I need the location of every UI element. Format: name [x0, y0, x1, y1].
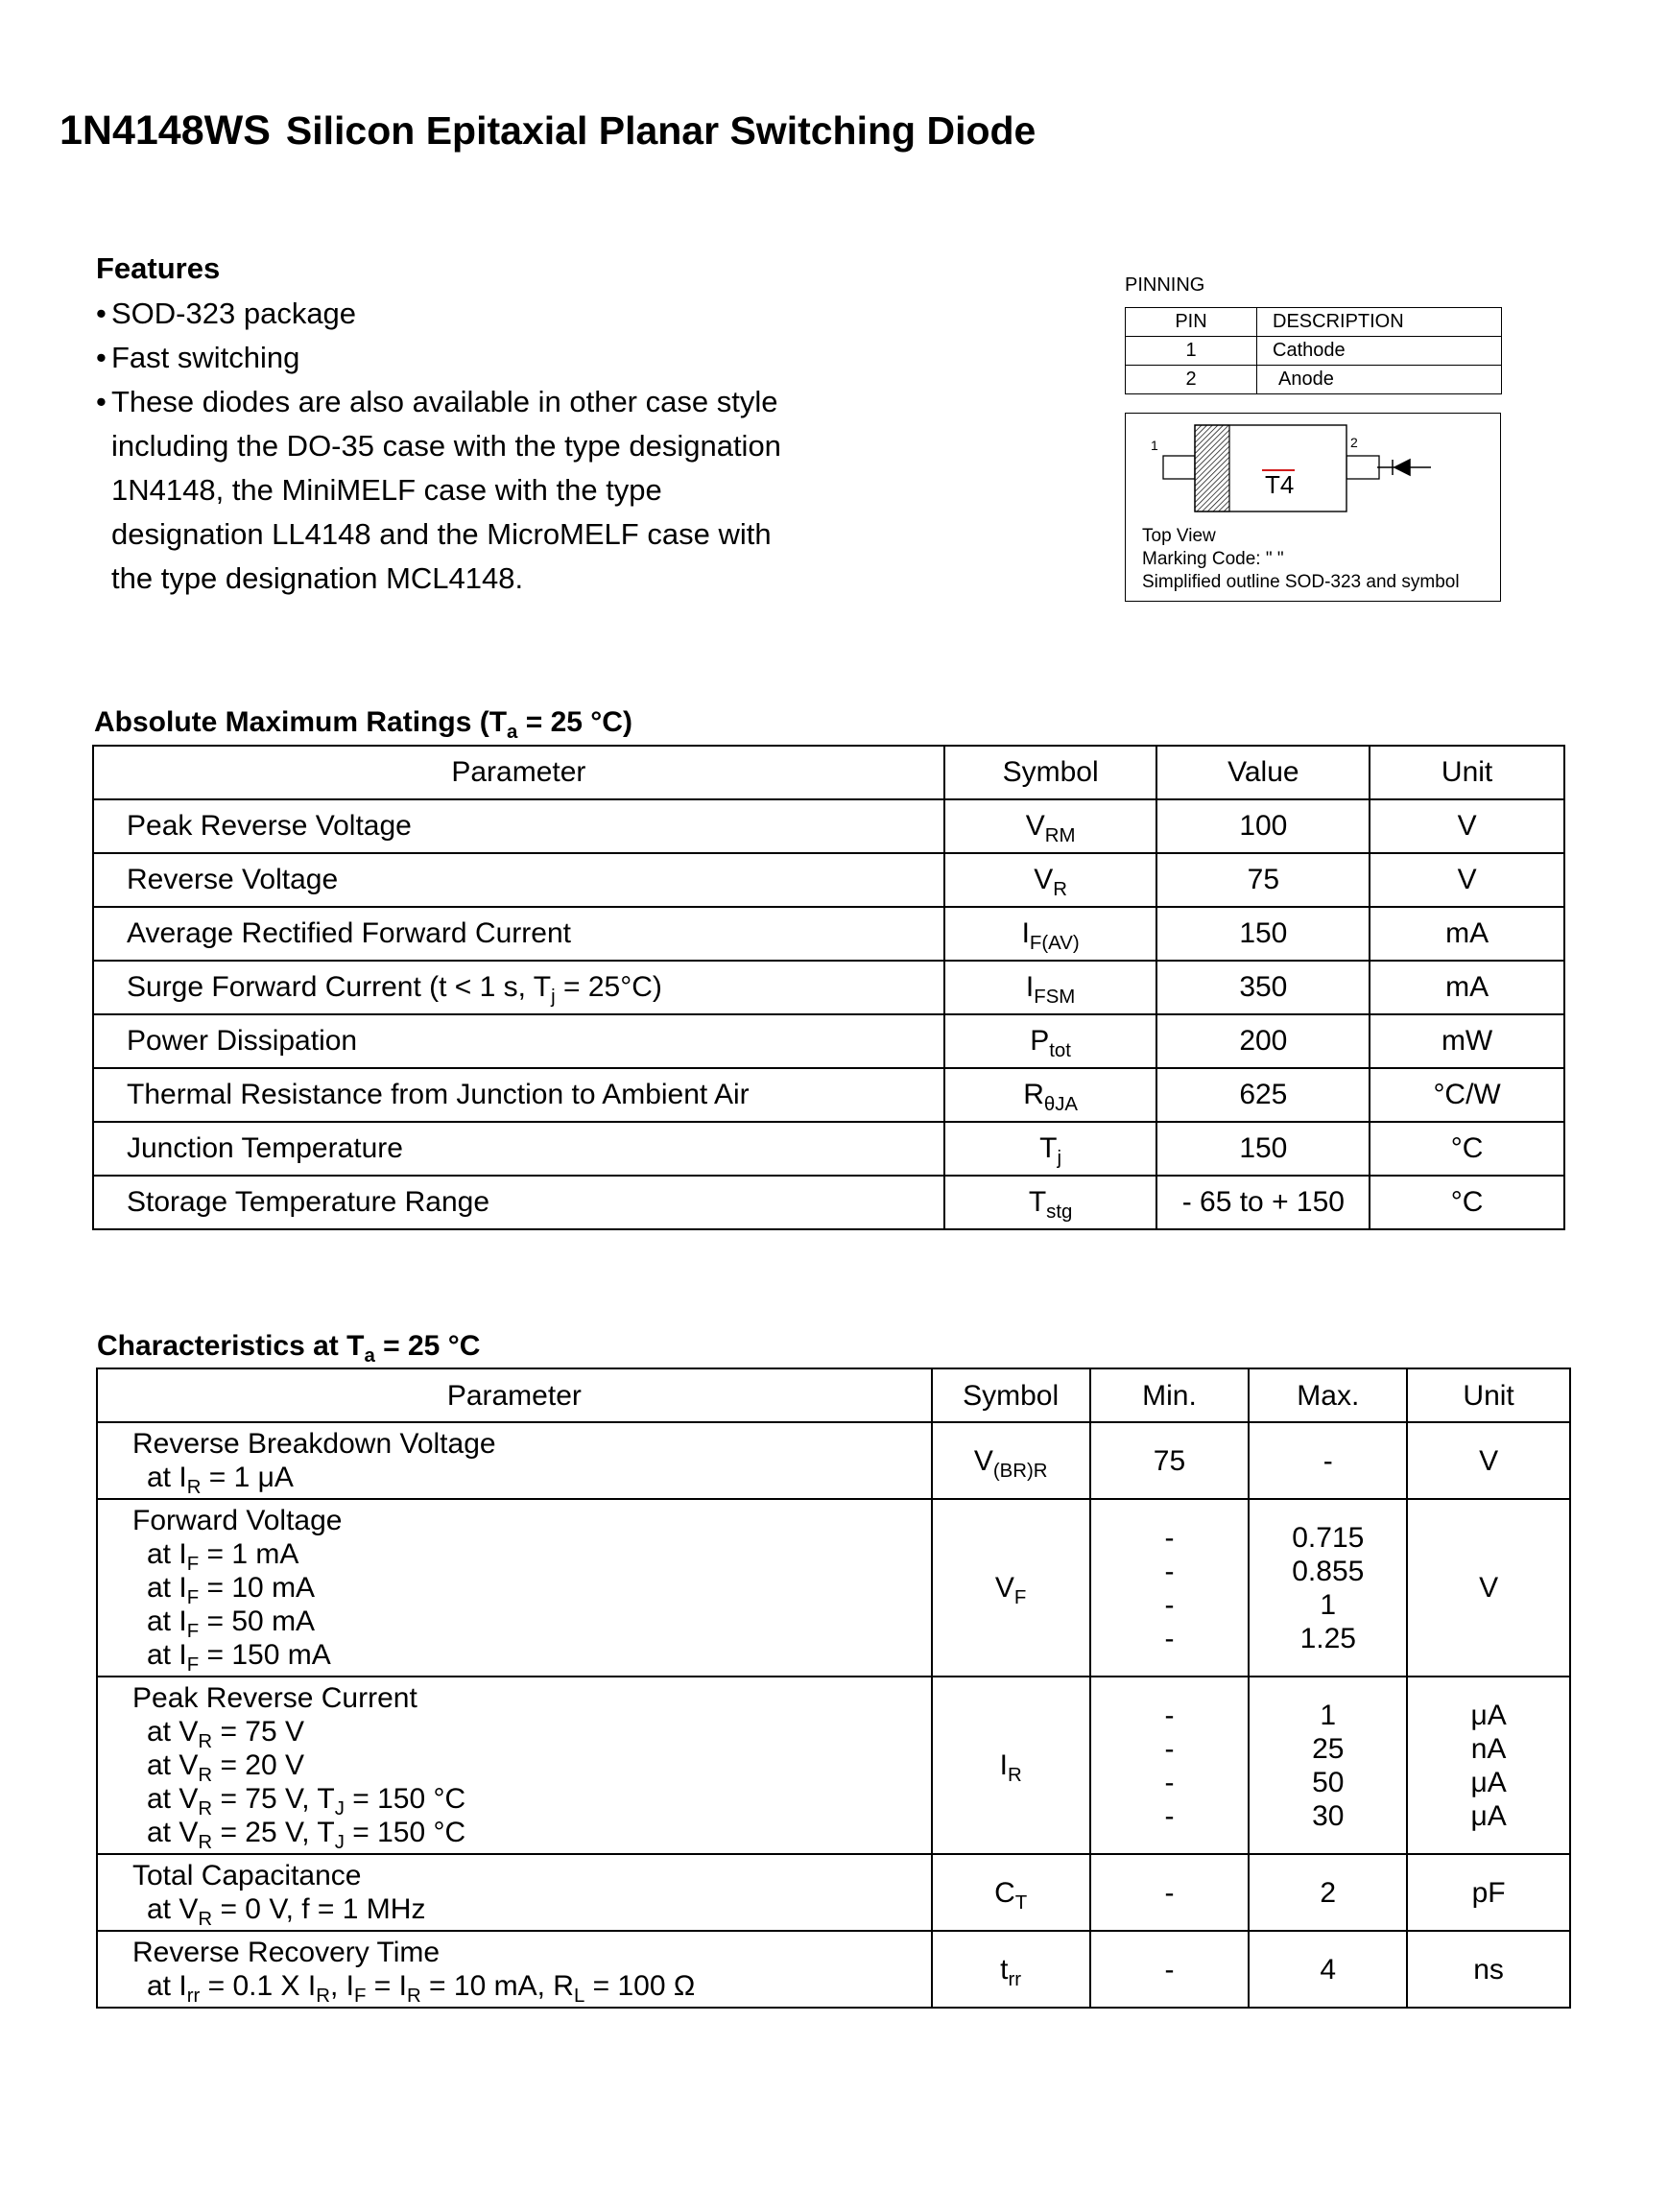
min-col-header: Min.: [1090, 1368, 1250, 1422]
features-section: [96, 251, 806, 601]
max-value: 30: [1312, 1799, 1345, 1832]
test-condition: at $I_R = 1$ μA: [147, 1462, 294, 1499]
parameter-col-header: Parameter: [93, 746, 944, 799]
abs-max-row: [93, 1014, 1564, 1068]
unit-value: pF: [1471, 1876, 1506, 1909]
min-value: -: [1164, 1799, 1175, 1832]
symbol-cell: $P_{tot}$: [944, 1014, 1157, 1068]
test-condition: at $I_F = 50$ mA: [147, 1605, 316, 1643]
pinning-row: [1126, 337, 1502, 366]
min-value: -: [1164, 1622, 1175, 1654]
symbol-cell: $R_{\theta JA}$: [944, 1068, 1157, 1122]
symbol-cell: $V_{RM}$: [944, 799, 1157, 853]
unit-cell: [1407, 1931, 1570, 2008]
unit-cell: [1407, 1854, 1570, 1931]
abs-max-row: [93, 1176, 1564, 1229]
unit-cell: °C/W: [1370, 1068, 1564, 1122]
bullet: •: [96, 297, 107, 330]
test-condition: at $I_F = 1$ mA: [147, 1538, 299, 1576]
unit-col-header: Unit: [1370, 746, 1564, 799]
test-condition: at $I_{rr} = 0.1$ X $I_R$, $I_F = I_R = 10$ mA, $R_L = 100$ Ω: [147, 1970, 696, 2008]
unit-value: ns: [1473, 1953, 1504, 1986]
value-cell: 100: [1156, 799, 1370, 853]
sod323-outline-diagram: [1126, 414, 1500, 601]
parameter-cell: [97, 1677, 932, 1854]
characteristics-table: [96, 1368, 1571, 2009]
feature-text: These diodes are also available in other case style including the DO-35 case with the type designation 1N4148, the MiniMELF case with the type designation LL4148 and the MicroMELF case with the type designation MCL4148.: [111, 385, 781, 595]
parameter-cell: Average Rectified Forward Current: [93, 907, 944, 961]
unit-cell: mA: [1370, 907, 1564, 961]
parameter-cell: [97, 1499, 932, 1677]
parameter-cell: Storage Temperature Range: [93, 1176, 944, 1229]
max-cell: [1249, 1854, 1407, 1931]
test-condition: at $V_R = 75$ V: [147, 1716, 305, 1753]
value-cell: 350: [1156, 961, 1370, 1014]
feature-text: Fast switching: [111, 341, 300, 374]
abs-max-row: [93, 1068, 1564, 1122]
abs-max-row: [93, 799, 1564, 853]
characteristics-row: [97, 1854, 1570, 1931]
unit-cell: [1407, 1677, 1570, 1854]
symbol-cell: $T_j$: [944, 1122, 1157, 1176]
pin-description: Anode: [1257, 366, 1502, 394]
symbol-cell: $I_R$: [932, 1677, 1090, 1854]
bullet: •: [96, 385, 107, 418]
min-value: -: [1164, 1588, 1175, 1621]
parameter-title: Reverse Recovery Time: [132, 1937, 441, 1968]
value-cell: - 65 to + 150: [1156, 1176, 1370, 1229]
unit-value: μA: [1470, 1699, 1507, 1731]
unit-cell: mW: [1370, 1014, 1564, 1068]
symbol-cell: $C_T$: [932, 1854, 1090, 1931]
pin-number: 1: [1126, 337, 1257, 366]
part-number: 1N4148WS: [60, 107, 271, 154]
unit-value: V: [1479, 1572, 1499, 1604]
symbol-cell: $t_{rr}$: [932, 1931, 1090, 2008]
symbol-cell: $V_{(BR)R}$: [932, 1422, 1090, 1499]
pin1-lead: [1163, 456, 1195, 479]
pin-number: 2: [1126, 366, 1257, 394]
unit-cell: V: [1370, 799, 1564, 853]
test-condition: at $V_R = 25$ V, $T_J = 150$ °C: [147, 1817, 466, 1854]
min-value: -: [1164, 1766, 1175, 1798]
symbol-cell: $T_{stg}$: [944, 1176, 1157, 1229]
abs-max-header-row: [93, 746, 1564, 799]
symbol-cell: $I_{FSM}$: [944, 961, 1157, 1014]
characteristics-header-row: [97, 1368, 1570, 1422]
symbol-col-header: Symbol: [932, 1368, 1090, 1422]
min-cell: [1090, 1677, 1250, 1854]
characteristics-row: [97, 1677, 1570, 1854]
parameter-cell: [97, 1854, 932, 1931]
min-value: 75: [1153, 1444, 1186, 1477]
value-cell: 75: [1156, 853, 1370, 907]
parameter-cell: [97, 1422, 932, 1499]
min-value: -: [1164, 1699, 1175, 1731]
unit-value: V: [1479, 1444, 1499, 1477]
test-condition: at $I_F = 10$ mA: [147, 1572, 316, 1609]
max-value: 1: [1320, 1699, 1337, 1731]
pin-description: Cathode: [1257, 337, 1502, 366]
description-col-header: DESCRIPTION: [1257, 308, 1502, 337]
value-cell: 150: [1156, 1122, 1370, 1176]
max-value: 2: [1320, 1876, 1337, 1909]
characteristics-row: [97, 1931, 1570, 2008]
abs-max-row: [93, 853, 1564, 907]
unit-col-header: Unit: [1407, 1368, 1570, 1422]
pinning-row: [1126, 366, 1502, 394]
unit-cell: [1407, 1422, 1570, 1499]
min-cell: [1090, 1499, 1250, 1677]
unit-value: nA: [1470, 1732, 1507, 1765]
max-value: 25: [1312, 1732, 1345, 1765]
test-condition: at $V_R = 75$ V, $T_J = 150$ °C: [147, 1783, 466, 1820]
max-col-header: Max.: [1249, 1368, 1407, 1422]
package-outline-box: [1125, 413, 1501, 602]
abs-max-caption: Absolute Maximum Ratings ($T_a = 25$ °C): [94, 706, 632, 744]
parameter-cell: Thermal Resistance from Junction to Ambient Air: [93, 1068, 944, 1122]
unit-value: μA: [1470, 1799, 1507, 1832]
max-value: 50: [1312, 1766, 1345, 1798]
test-condition: at $V_R = 20$ V: [147, 1749, 305, 1787]
max-value: -: [1322, 1444, 1333, 1477]
pinning-label: PINNING: [1125, 274, 1205, 296]
value-col-header: Value: [1156, 746, 1370, 799]
min-cell: [1090, 1931, 1250, 2008]
characteristics-row: [97, 1499, 1570, 1677]
max-value: 0.855: [1292, 1555, 1365, 1587]
feature-text: SOD-323 package: [111, 297, 357, 330]
min-value: -: [1164, 1555, 1175, 1587]
pin2-lead: [1346, 456, 1379, 479]
parameter-cell: Junction Temperature: [93, 1122, 944, 1176]
parameter-cell: Power Dissipation: [93, 1014, 944, 1068]
max-cell: [1249, 1499, 1407, 1677]
parameter-cell: [97, 1931, 932, 2008]
unit-cell: °C: [1370, 1176, 1564, 1229]
characteristics-row: [97, 1422, 1570, 1499]
abs-max-row: [93, 1122, 1564, 1176]
min-value: -: [1164, 1732, 1175, 1765]
min-value: -: [1164, 1876, 1175, 1909]
symbol-cell: $I_{F(AV)}$: [944, 907, 1157, 961]
bullet: •: [96, 341, 107, 374]
max-value: 1: [1320, 1588, 1337, 1621]
marking-code-caption: Marking Code: " ": [1142, 549, 1284, 569]
abs-max-row: [93, 961, 1564, 1014]
value-cell: 150: [1156, 907, 1370, 961]
parameter-title: Reverse Breakdown Voltage: [132, 1428, 496, 1460]
max-cell: [1249, 1677, 1407, 1854]
parameter-title: Peak Reverse Current: [132, 1682, 417, 1714]
abs-max-row: [93, 907, 1564, 961]
unit-cell: V: [1370, 853, 1564, 907]
parameter-title: Total Capacitance: [132, 1860, 362, 1891]
min-cell: [1090, 1854, 1250, 1931]
parameter-cell: Surge Forward Current (t < 1 s, $T_j = 25^\circ C$): [93, 961, 944, 1014]
feature-item: [96, 292, 806, 336]
test-condition: at $I_F = 150$ mA: [147, 1639, 331, 1677]
characteristics-caption: Characteristics at $T_a = 25$ °C: [97, 1330, 481, 1368]
value-cell: 625: [1156, 1068, 1370, 1122]
parameter-cell: Peak Reverse Voltage: [93, 799, 944, 853]
min-value: -: [1164, 1953, 1175, 1986]
feature-item: [96, 380, 806, 601]
features-list: [96, 292, 806, 601]
unit-value: μA: [1470, 1766, 1507, 1798]
pinning-header-row: [1126, 308, 1502, 337]
symbol-cell: $V_R$: [944, 853, 1157, 907]
unit-cell: mA: [1370, 961, 1564, 1014]
test-condition: at $V_R = 0$ V, f = 1 MHz: [147, 1893, 426, 1931]
page-title: [60, 107, 1036, 155]
features-heading: Features: [96, 251, 221, 285]
part-description: Silicon Epitaxial Planar Switching Diode: [285, 108, 1037, 153]
outline-caption: Simplified outline SOD-323 and symbol: [1142, 572, 1460, 592]
symbol-cell: $V_F$: [932, 1499, 1090, 1677]
max-value: 0.715: [1292, 1521, 1365, 1554]
abs-max-table: [92, 745, 1565, 1230]
parameter-title: Forward Voltage: [132, 1505, 343, 1536]
min-value: -: [1164, 1521, 1175, 1554]
value-cell: 200: [1156, 1014, 1370, 1068]
symbol-col-header: Symbol: [944, 746, 1157, 799]
pin1-number: 1: [1151, 438, 1158, 453]
unit-cell: °C: [1370, 1122, 1564, 1176]
unit-cell: [1407, 1499, 1570, 1677]
top-view-caption: Top View: [1142, 526, 1216, 546]
pinning-table: [1125, 307, 1502, 394]
parameter-cell: Reverse Voltage: [93, 853, 944, 907]
marking-code: T4: [1265, 470, 1295, 499]
max-cell: [1249, 1422, 1407, 1499]
max-value: 4: [1320, 1953, 1337, 1986]
min-cell: [1090, 1422, 1250, 1499]
feature-item: [96, 336, 806, 380]
parameter-col-header: Parameter: [97, 1368, 932, 1422]
max-value: 1.25: [1299, 1622, 1356, 1654]
max-cell: [1249, 1931, 1407, 2008]
pin-col-header: PIN: [1126, 308, 1257, 337]
pin2-number: 2: [1350, 435, 1358, 450]
cathode-band: [1195, 425, 1229, 511]
diode-symbol: [1377, 460, 1431, 475]
